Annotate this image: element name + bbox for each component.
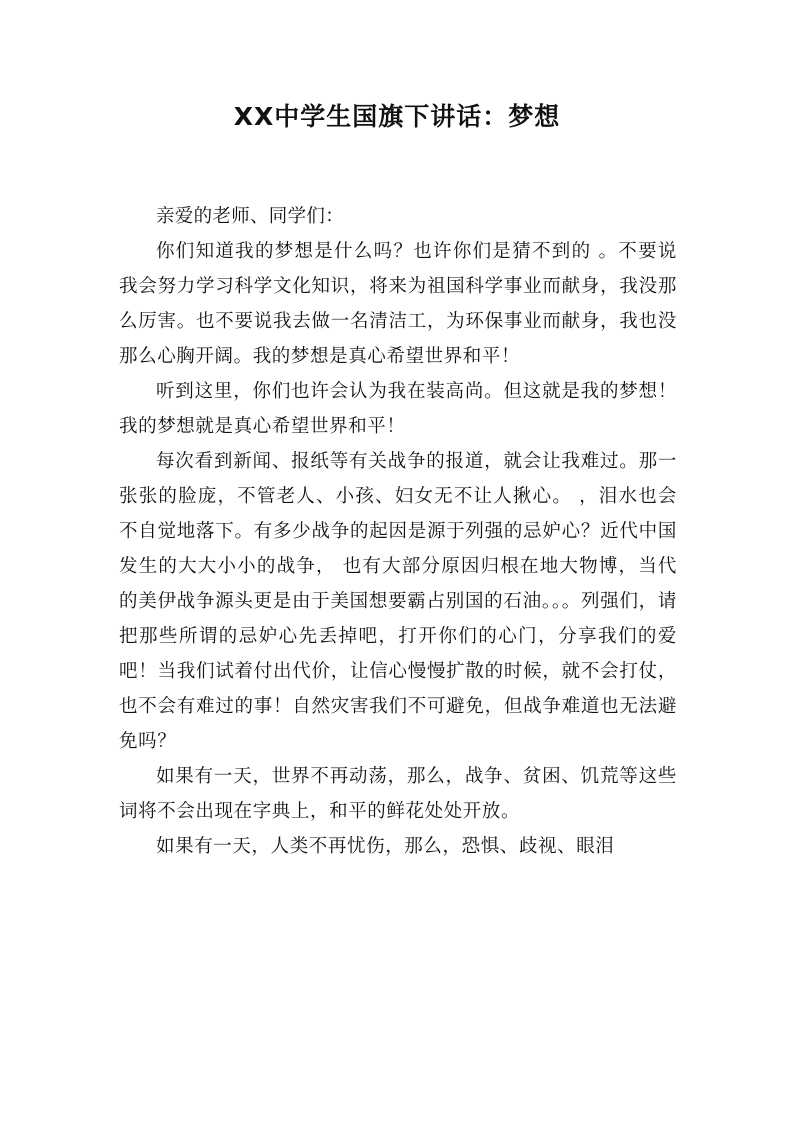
dream-statement-paragraph: 听到这里，你们也许会认为我在装高尚。但这就是我的梦想！我的梦想就是真心希望世界和平！ bbox=[119, 381, 677, 437]
war-reflection-paragraph: 每次看到新闻、报纸等有关战争的报道，就会让我难过。那一张张的脸庞，不管老人、小孩、妇女无不让人揪心。 ，泪水也会不自觉地落下。有多少战争的起因是源于列强的忌妒心？近代中国发生的大大小小的战争， 也有大部分原因归根在地大物博，当代的美伊战争源头更是由于美国想要霸占别国的石油。。。列强们，请把那些所谓的忌妒心先丢掉吧，打开你们的心门，分享我们的爱吧！当我们试着付出代价，让信心慢慢扩散的时候，就不会打仗，也不会有难过的事！自然灾害我们不可避免，但战争难道也无法避免吗？ bbox=[119, 451, 677, 752]
dream-intro-paragraph: 你们知道我的梦想是什么吗？也许你们是猜不到的 。不要说我会努力学习科学文化知识，将来为祖国科学事业而献身，我没那么厉害。也不要说我去做一名清洁工，为环保事业而献身，我也没那么心胸开阔。我的梦想是真心希望世界和平！ bbox=[119, 241, 677, 367]
salutation-paragraph: 亲爱的老师、同学们： bbox=[156, 206, 345, 227]
humanity-paragraph: 如果有一天，人类不再忧伤，那么，恐惧、歧视、眼泪 bbox=[156, 836, 615, 857]
document-title: XX中学生国旗下讲话：梦想 bbox=[233, 102, 561, 131]
speech-body bbox=[119, 199, 677, 864]
world-peace-paragraph: 如果有一天，世界不再动荡，那么，战争、贫困、饥荒等这些词将不会出现在字典上，和平的鲜花处处开放。 bbox=[119, 766, 677, 822]
